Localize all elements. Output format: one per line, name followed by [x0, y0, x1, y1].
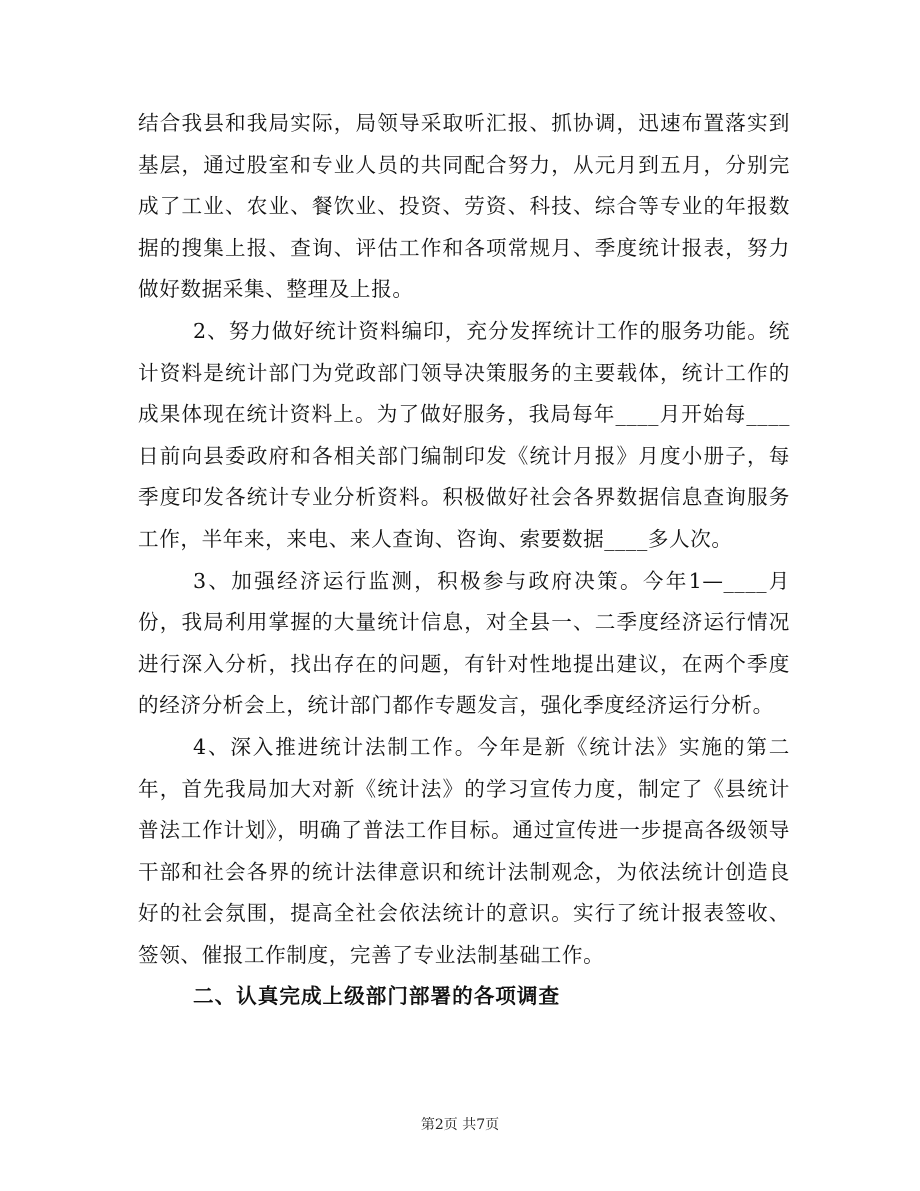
document-body [138, 103, 790, 1018]
section-heading: 二、认真完成上级部门部署的各项调查 [193, 984, 561, 1009]
page-number-footer: 第2页 共7页 [420, 1117, 500, 1133]
paragraph-item-4: 4、深入推进统计法制工作。今年是新《统计法》实施的第二年，首先我局加大对新《统计法》的学习宣传力度，制定了《县统计普法工作计划》，明确了普法工作目标。通过宣传进一步提高各级领导干部和社会各界的统计法律意识和统计法制观念，为依法统计创造良好的社会氛围，提高全社会依法统计的意识。实行了统计报表签收、签领、催报工作制度，完善了专业法制基础工作。 [138, 734, 790, 967]
paragraph-item-3: 3、加强经济运行监测，积极参与政府决策。今年1—____月份，我局利用掌握的大量统计信息，对全县一、二季度经济运行情况进行深入分析，找出存在的问题，有针对性地提出建议，在两个季度的经济分析会上，统计部门都作专题发言，强化季度经济运行分析。 [138, 568, 790, 718]
paragraph-continuation: 结合我县和我局实际，局领导采取听汇报、抓协调，迅速布置落实到基层，通过股室和专业人员的共同配合努力，从元月到五月，分别完成了工业、农业、餐饮业、投资、劳资、科技、综合等专业的年报数据的搜集上报、查询、评估工作和各项常规月、季度统计报表，努力做好数据采集、整理及上报。 [138, 111, 790, 302]
paragraph-item-2: 2、努力做好统计资料编印，充分发挥统计工作的服务功能。统计资料是统计部门为党政部门领导决策服务的主要载体，统计工作的成果体现在统计资料上。为了做好服务，我局每年____月开始每____日前向县委政府和各相关部门编制印发《统计月报》月度小册子，每季度印发各统计专业分析资料。积极做好社会各界数据信息查询服务工作，半年来，来电、来人查询、咨询、索要数据____多人次。 [138, 318, 790, 551]
